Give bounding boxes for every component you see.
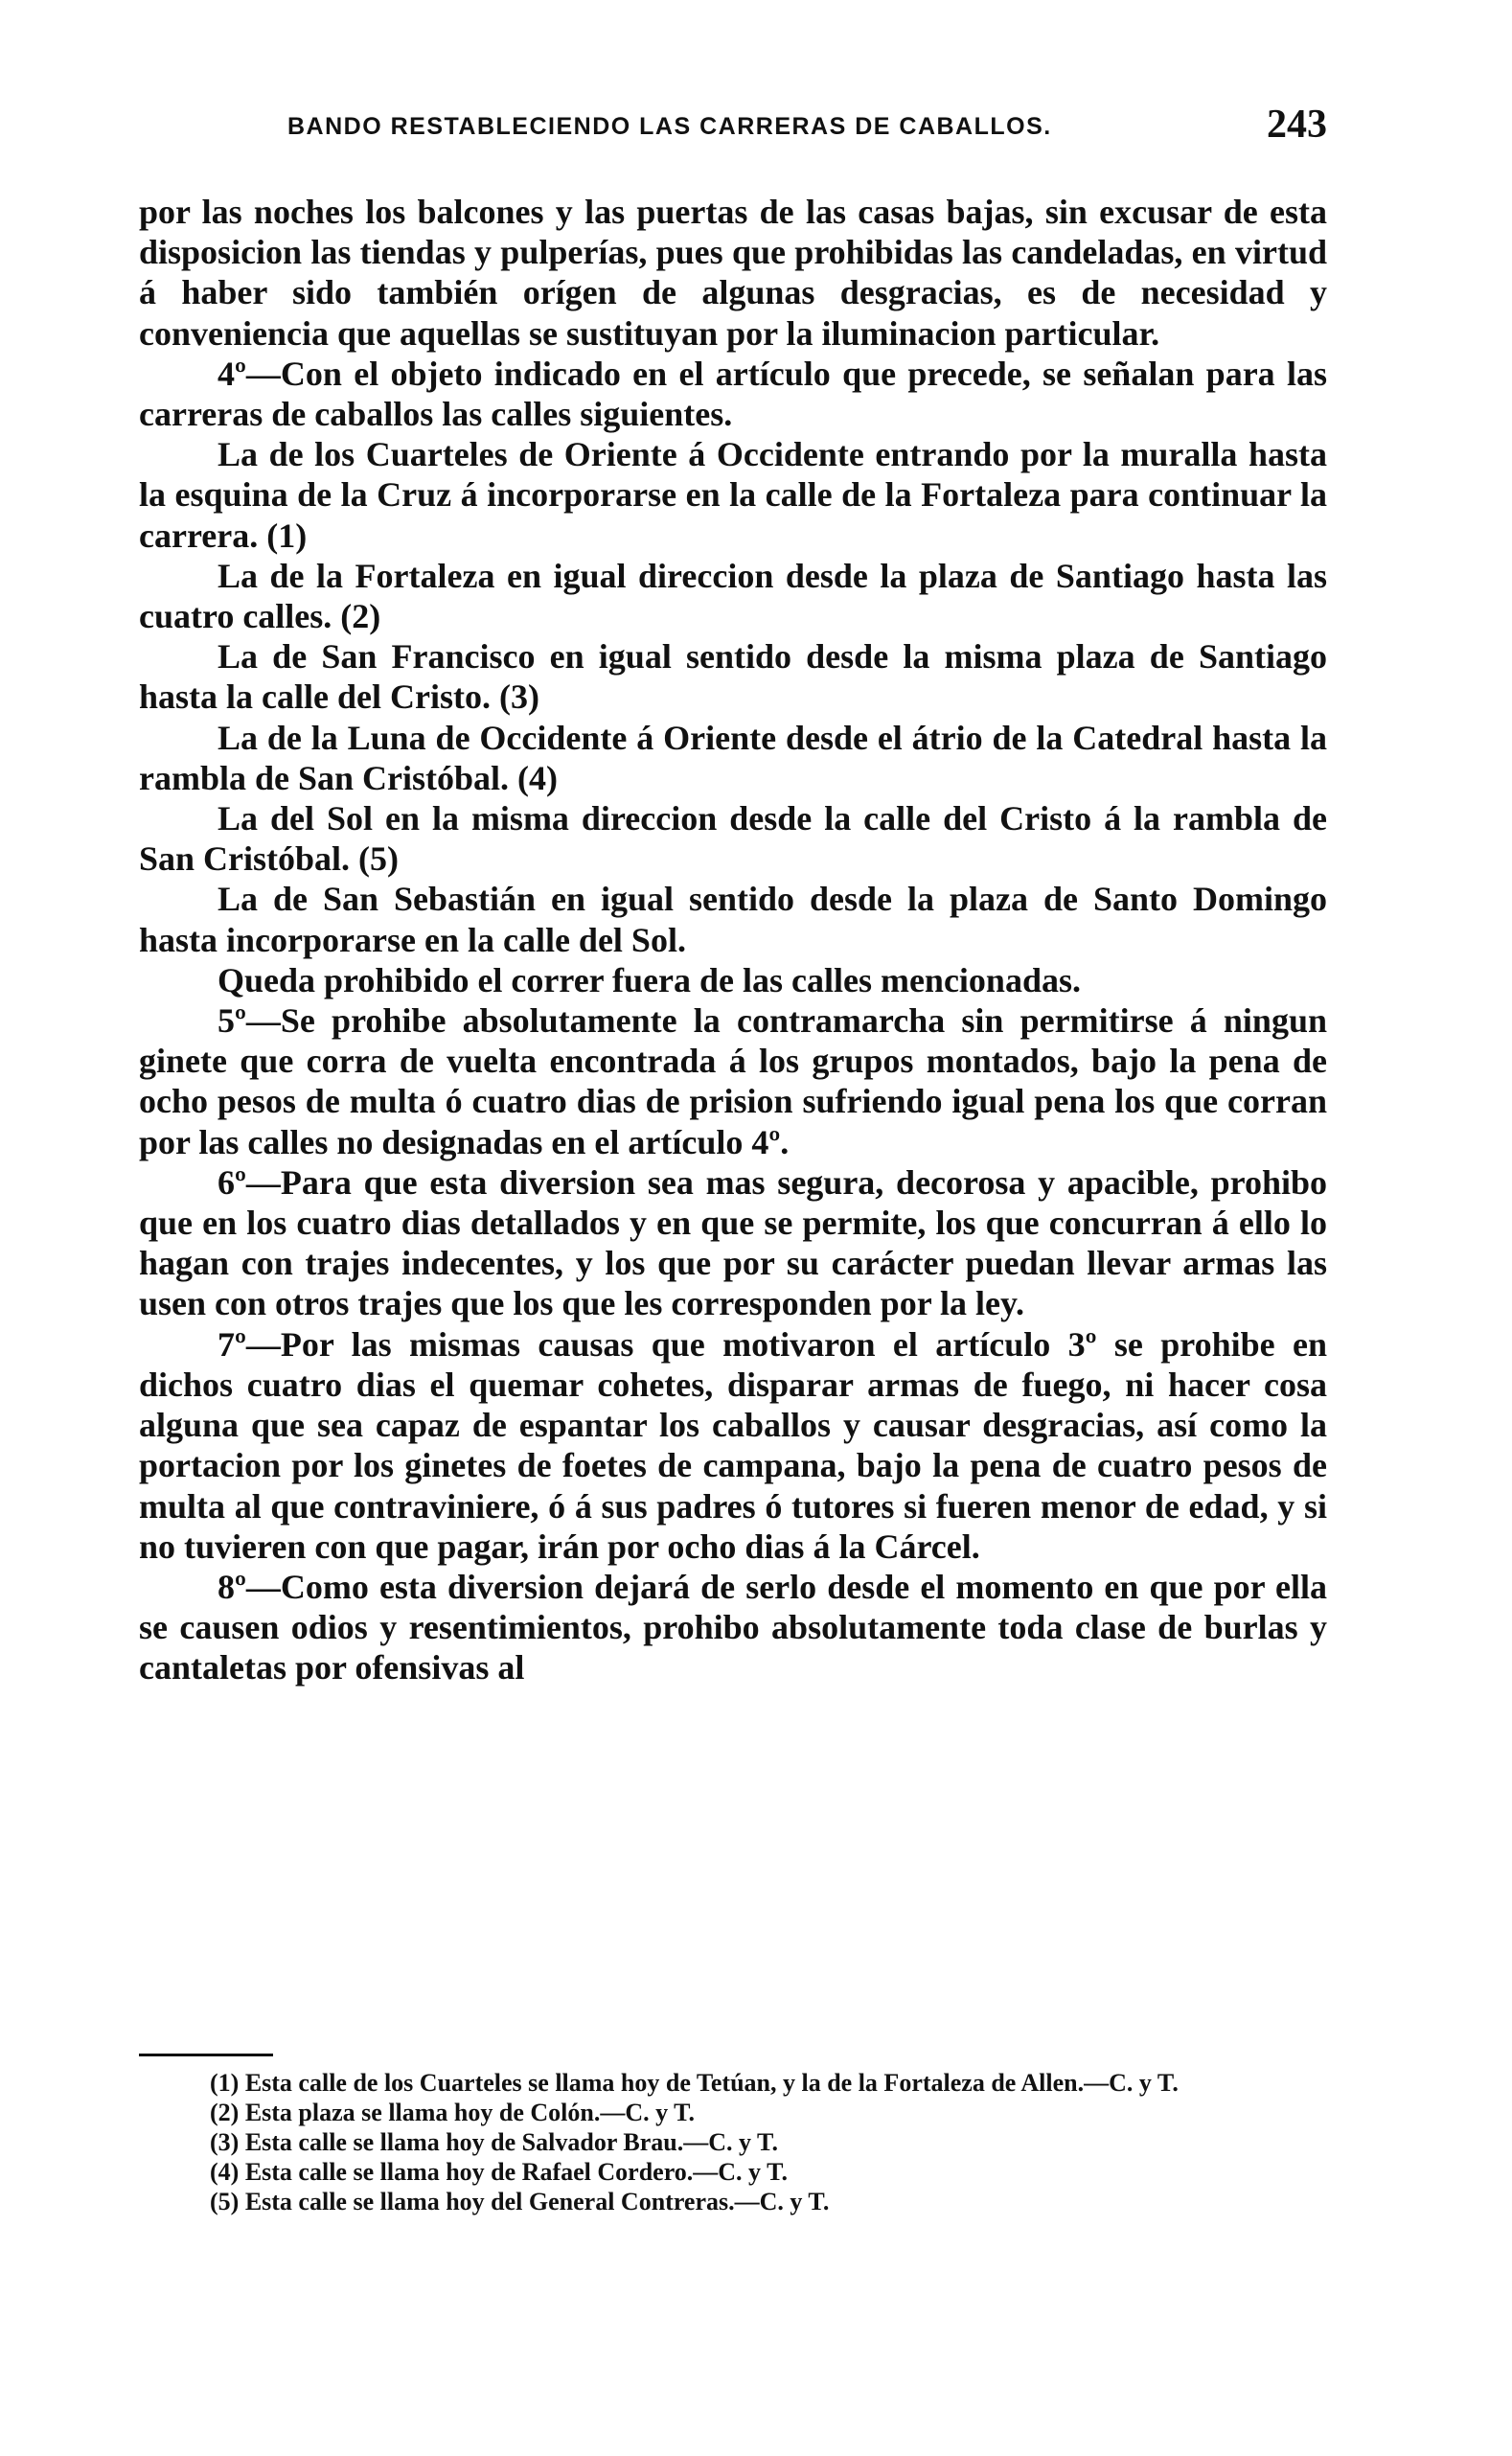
body-text: [139, 192, 1327, 1688]
paragraph-calle-san-francisco: La de San Francisco en igual sentido desde la misma plaza de Santiago hasta la calle del Cristo. (3): [139, 637, 1327, 717]
paragraph-article-6: 6º—Para que esta diversion sea mas segura, decorosa y apacible, prohibo que en los cuatro dias detallados y en que se permite, los que concurran á ello lo hagan con trajes indecentes, y los que por su carácter puedan llevar armas las usen con otros trajes que los que les corresponden por la ley.: [139, 1162, 1327, 1323]
paragraph-calle-sol: La del Sol en la misma direccion desde la calle del Cristo á la rambla de San Cristóbal. (5): [139, 799, 1327, 879]
paragraph-calle-fortaleza: La de la Fortaleza en igual direccion desde la plaza de Santiago hasta las cuatro calles. (2): [139, 556, 1327, 636]
footnote-4: (4) Esta calle se llama hoy de Rafael Cordero.—C. y T.: [210, 2158, 788, 2186]
paragraph-article-5: 5º—Se prohibe absolutamente la contramarcha sin permitirse á ningun ginete que corra de vuelta encontrada á los grupos montados, bajo la pena de ocho pesos de multa ó cuatro dias de prision sufriendo igual pena los que corran por las calles no designadas en el artículo 4º.: [139, 1001, 1327, 1161]
footnote-3: (3) Esta calle se llama hoy de Salvador Brau.—C. y T.: [210, 2128, 778, 2156]
paragraph-calle-san-sebastian: La de San Sebastián en igual sentido desde la plaza de Santo Domingo hasta incorporarse en la calle del Sol.: [139, 880, 1327, 959]
paragraph-article-8: 8º—Como esta diversion dejará de serlo desde el momento en que por ella se causen odios y resentimientos, prohibo absolutamente toda clase de burlas y cantaletas por ofensivas al: [139, 1567, 1327, 1687]
footnote-2: (2) Esta plaza se llama hoy de Colón.—C. y T.: [210, 2099, 696, 2126]
paragraph-article-4: 4º—Con el objeto indicado en el artículo que precede, se señalan para las carreras de caballos las calles siguientes.: [139, 354, 1327, 434]
footnotes: [139, 2068, 1327, 2216]
paragraph-prohibicion: Queda prohibido el correr fuera de las calles mencionadas.: [218, 960, 1081, 999]
paragraph-calle-cuarteles: La de los Cuarteles de Oriente á Occidente entrando por la muralla hasta la esquina de la Cruz á incorporarse en la calle de la Fortaleza para continuar la carrera. (1): [139, 435, 1327, 555]
paragraph-article-7: 7º—Por las mismas causas que motivaron el artículo 3º se prohibe en dichos cuatro dias el quemar cohetes, disparar armas de fuego, ni hacer cosa alguna que sea capaz de espantar los caballos y causar desgracias, así como la portacion por los ginetes de foetes de campana, bajo la pena de cuatro pesos de multa al que contraviniere, ó á sus padres ó tutores si fueren menor de edad, y si no tuvieren con que pagar, irán por ocho dias á la Cárcel.: [139, 1324, 1327, 1566]
running-head-title: BANDO RESTABLECIENDO LAS CARRERAS DE CABALLOS.: [287, 113, 1052, 140]
footnote-1: (1) Esta calle de los Cuarteles se llama hoy de Tetúan, y la de la Fortaleza de Allen.—C. y T.: [210, 2069, 1179, 2097]
paragraph-calle-luna: La de la Luna de Occidente á Oriente desde el átrio de la Catedral hasta la rambla de San Cristóbal. (4): [139, 718, 1327, 797]
footnote-divider: [139, 2054, 273, 2056]
paragraph-continuation: por las noches los balcones y las puertas de las casas bajas, sin excusar de esta disposicion las tiendas y pulperías, pues que prohibidas las candeladas, en virtud á haber sido también orígen de algunas desgracias, es de necesidad y conveniencia que aquellas se sustituyan por la iluminacion particular.: [139, 193, 1327, 353]
footnote-5: (5) Esta calle se llama hoy del General Contreras.—C. y T.: [210, 2188, 830, 2215]
page-number: 243: [1267, 103, 1327, 147]
